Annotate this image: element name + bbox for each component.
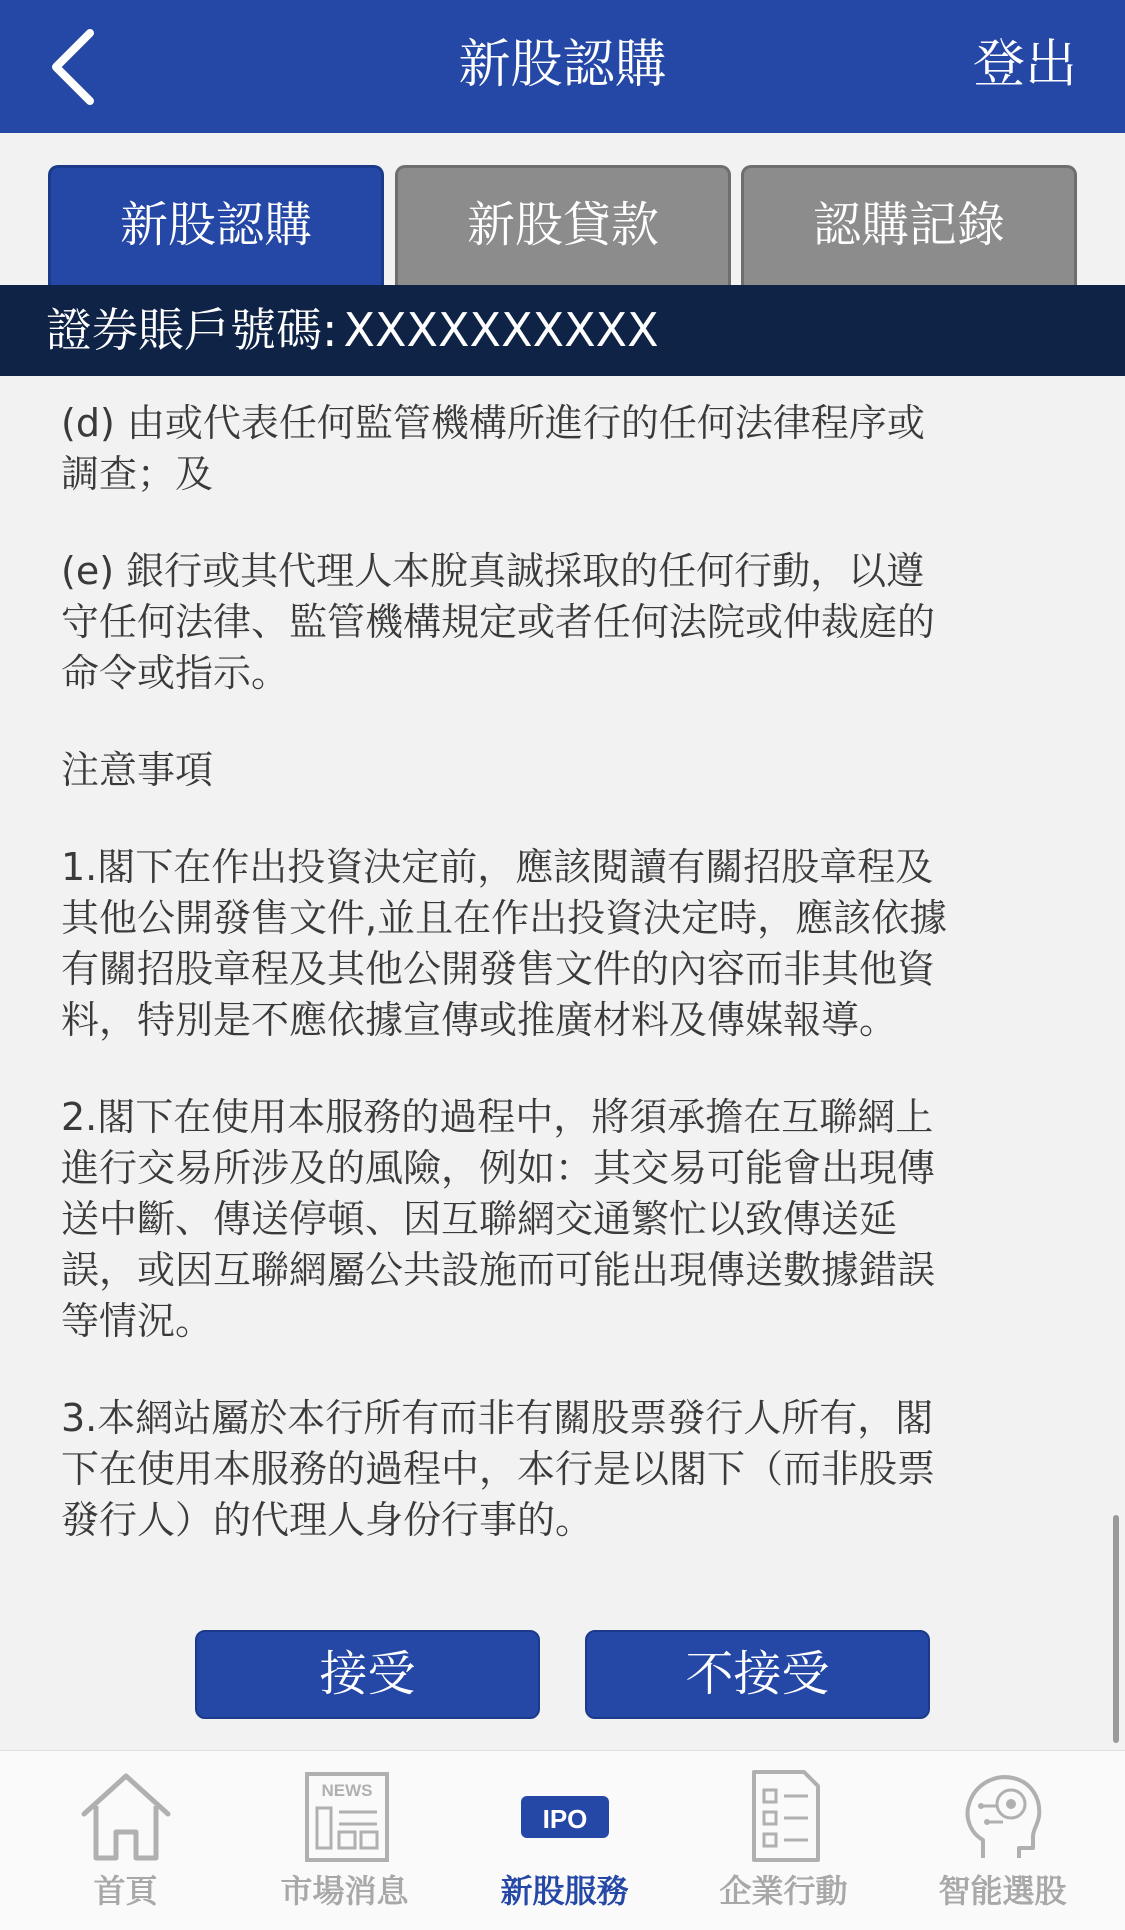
- tab-bar: [0, 133, 1125, 285]
- terms-content: [61, 398, 1061, 1546]
- news-icon: [290, 1761, 400, 1871]
- nav-label-market-news: 市場消息: [280, 1872, 409, 1910]
- account-number-bar: [0, 285, 1125, 376]
- terms-paragraph-e: (e) 銀行或其代理人本脫真誠採取的任何行動，以遵 守任何法律、監管機構規定或者任何法院或仲裁庭的 命令或指示。: [61, 549, 936, 695]
- account-number-value: XXXXXXXXXX: [343, 303, 659, 357]
- nav-label-ipo-services: 新股服務: [500, 1872, 629, 1910]
- notes-item-3: 3.本網站屬於本行所有而非有關股票發行人所有，閣 下在使用本服務的過程中，本行是以閣下（而非股票 發行人）的代理人身份行事的。: [61, 1396, 936, 1542]
- bottom-navigation: [0, 1750, 1125, 1930]
- tab-subscription-records[interactable]: 認購記錄: [741, 165, 1077, 287]
- notes-item-1: 1.閣下在作出投資決定前，應該閱讀有關招股章程及 其他公開發售文件,並且在作出投資決定時，應該依據 有關招股章程及其他公開發售文件的內容而非其他資 料，特別是不應依據宣傳或推廣材料及傳媒報導。: [61, 845, 948, 1042]
- ipo-icon: [510, 1761, 620, 1871]
- nav-label-smart-stock-picker: 智能選股: [938, 1872, 1067, 1910]
- nav-item-ipo-services[interactable]: [452, 1751, 677, 1930]
- nav-item-corporate-actions[interactable]: [671, 1751, 896, 1930]
- nav-label-corporate-actions: 企業行動: [719, 1872, 848, 1910]
- tab-ipo-subscription[interactable]: 新股認購: [48, 165, 384, 287]
- decline-button[interactable]: 不接受: [585, 1630, 930, 1719]
- checklist-icon: [729, 1761, 839, 1871]
- page-title: 新股認購: [458, 35, 667, 95]
- nav-item-market-news[interactable]: [232, 1751, 457, 1930]
- top-navigation-bar: [0, 0, 1125, 133]
- ai-head-icon: [948, 1761, 1058, 1871]
- nav-label-home: 首頁: [93, 1872, 158, 1910]
- tab-ipo-loan[interactable]: 新股貸款: [395, 165, 731, 287]
- svg-text:NEWS: NEWS: [321, 1781, 372, 1800]
- logout-button[interactable]: 登出: [972, 35, 1077, 95]
- account-number-label: 證券賬戶號碼:: [46, 303, 338, 357]
- action-buttons: [0, 1630, 1125, 1720]
- home-icon: [71, 1761, 181, 1871]
- notes-item-2: 2.閣下在使用本服務的過程中，將須承擔在互聯網上 進行交易所涉及的風險，例如：其交易可能會出現傳 送中斷、傳送停頓、因互聯網交通繁忙以致傳送延 誤，或因互聯網屬公共設施而可能出現傳送數據錯誤 等情況。: [61, 1095, 936, 1343]
- nav-item-home[interactable]: [13, 1751, 238, 1930]
- accept-button[interactable]: 接受: [195, 1630, 540, 1719]
- terms-paragraph-d: (d) 由或代表任何監管機構所進行的任何法律程序或 調查；及: [61, 401, 925, 496]
- notes-heading: 注意事項: [61, 748, 214, 792]
- nav-item-smart-stock-picker[interactable]: [890, 1751, 1115, 1930]
- svg-text:IPO: IPO: [542, 1804, 587, 1834]
